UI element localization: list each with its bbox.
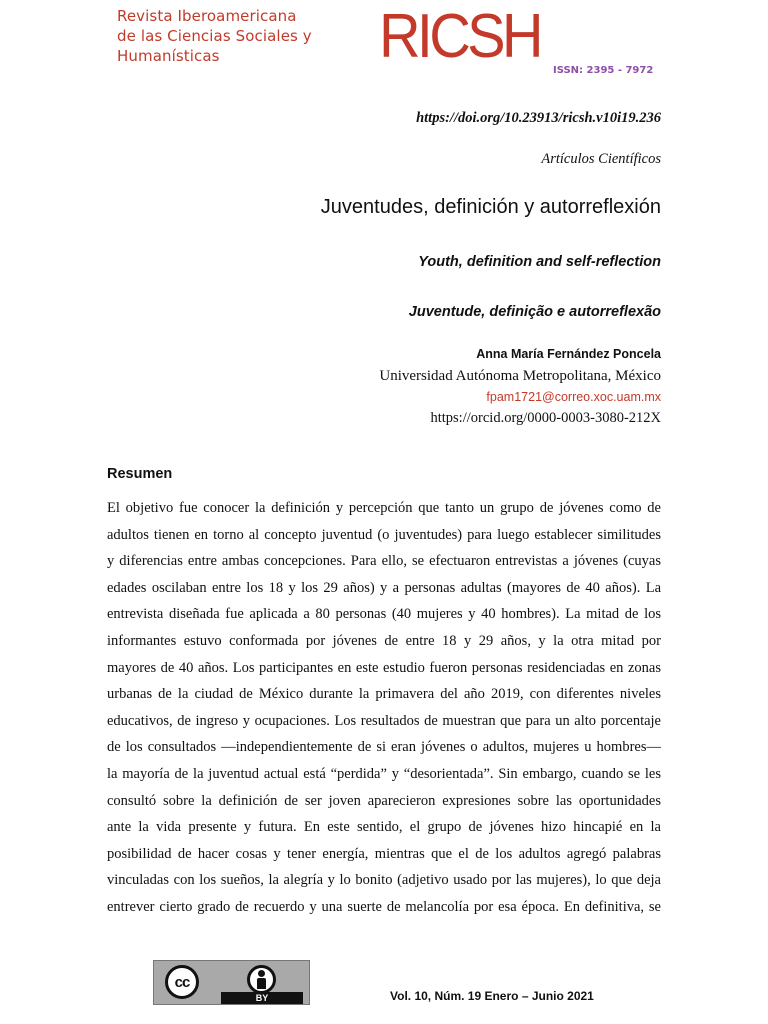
article-title-es: Juventudes, definición y autorreflexión bbox=[320, 196, 661, 218]
abstract-line: consultó sobre la definición de ser joven aparecieron expresiones sobre las oportunidades bbox=[107, 792, 661, 809]
abstract-line: El objetivo fue conocer la definición y percepción que tanto un grupo de jóvenes como de bbox=[107, 500, 661, 516]
abstract-line: informantes estuvo conformada por jóvenes de entre 18 y 29 años, y la otra mitad por bbox=[107, 632, 661, 649]
abstract-line: mayores de 40 años. Los participantes en este estudio fueron personas residenciadas en zonas bbox=[107, 659, 661, 676]
abstract-line: entrevista diseñada fue aplicada a 80 personas (40 mujeres y 40 hombres). La mitad de los bbox=[107, 606, 661, 623]
person-icon-body bbox=[257, 978, 266, 989]
journal-name-line: Humanísticas bbox=[117, 47, 220, 65]
author-email[interactable]: fpam1721@correo.xoc.uam.mx bbox=[486, 390, 661, 404]
creative-commons-by-icon[interactable] bbox=[153, 960, 310, 1005]
abstract-body bbox=[107, 495, 661, 921]
abstract-line: educativos, de ingreso y ocupaciones. Los resultados de muestran que para un alto porcentaje bbox=[107, 712, 661, 729]
journal-name bbox=[117, 6, 312, 66]
author-name: Anna María Fernández Poncela bbox=[476, 347, 661, 361]
cc-badge: cc bbox=[165, 965, 199, 999]
journal-name-line: de las Ciencias Sociales y bbox=[117, 27, 312, 45]
abstract-line: edades oscilaban entre los 18 y los 29 años) y a personas adultas (mayores de 40 años). La bbox=[107, 579, 661, 596]
doi-link[interactable]: https://doi.org/10.23913/ricsh.v10i19.236 bbox=[416, 110, 661, 126]
person-icon-head bbox=[258, 970, 265, 977]
volume-info: Vol. 10, Núm. 19 Enero – Junio 2021 bbox=[390, 989, 594, 1003]
author-orcid[interactable]: https://orcid.org/0000-0003-3080-212X bbox=[430, 410, 661, 426]
section-label: Artículos Científicos bbox=[541, 151, 661, 167]
article-title-pt: Juventude, definição e autorreflexão bbox=[408, 304, 661, 320]
journal-logo: RICSH bbox=[379, 2, 540, 71]
issn: ISSN: 2395 - 7972 bbox=[553, 65, 654, 76]
journal-name-line: Revista Iberoamericana bbox=[117, 7, 297, 25]
abstract-line: la mayoría de la juventud actual está “perdida” y “desorientada”. Sin embargo, cuando se les bbox=[107, 765, 661, 782]
author-affiliation: Universidad Autónoma Metropolitana, México bbox=[379, 368, 661, 384]
article-title-en: Youth, definition and self-reflection bbox=[418, 254, 661, 270]
abstract-line: posibilidad de hacer cosas y tener energía, mientras que el de los adultos agregó palabras bbox=[107, 845, 661, 862]
abstract-line: entrever cierto grado de recuerdo y una suerte de melancolía por esa época. En definitiva, se bbox=[107, 898, 661, 915]
abstract-line: vinculadas con los sueños, la alegría y lo bonito (adjetivo usado por las mujeres), lo que deja bbox=[107, 872, 661, 889]
abstract-line: urbanas de la ciudad de México durante la primavera del año 2019, con diferentes niveles bbox=[107, 686, 661, 703]
abstract-line: de los consultados —independientemente de si eran jóvenes o adultos, mujeres u hombres— bbox=[107, 739, 661, 756]
abstract-line: ante la vida presente y futura. En este sentido, el grupo de jóvenes hizo hincapié en la bbox=[107, 819, 661, 836]
person-icon bbox=[247, 965, 276, 994]
abstract-line: y diferencias entre ambas concepciones. Para ello, se efectuaron entrevistas a jóvenes (cuyas bbox=[107, 553, 661, 570]
abstract-heading: Resumen bbox=[107, 466, 173, 482]
by-label: BY bbox=[221, 992, 303, 1004]
abstract-line: adultos tienen en torno al concepto juventud (o juventudes) para luego establecer similitudes bbox=[107, 526, 661, 543]
